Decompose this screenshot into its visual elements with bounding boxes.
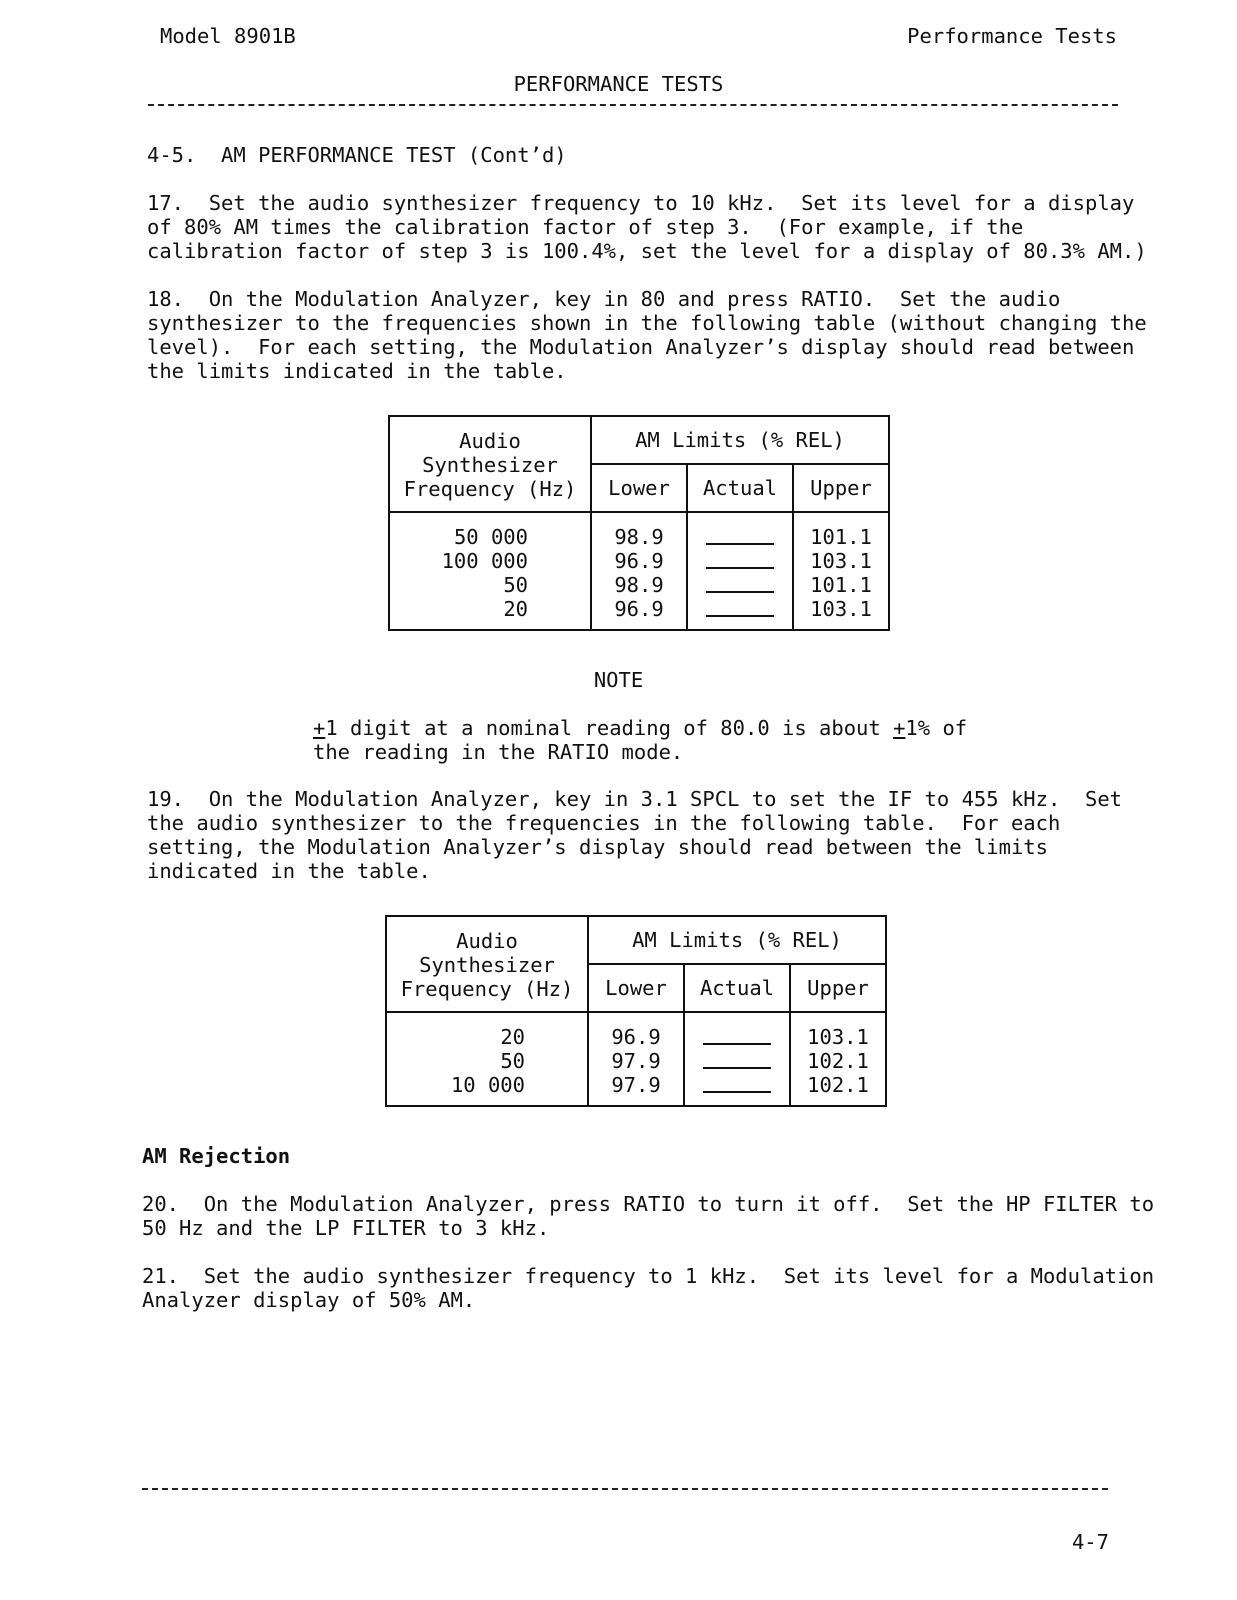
table-cell: 102.1 [807,1073,869,1097]
page-title: PERFORMANCE TESTS [513,72,724,96]
actual-header: Actual [687,464,793,512]
plus-minus-sign: + [893,716,906,740]
table-cell: 97.9 [611,1073,661,1097]
am-rejection-heading: AM Rejection [142,1144,291,1168]
table-cell: 103.1 [810,597,872,621]
bottom-divider [142,1488,1108,1490]
actual-blank [685,1073,789,1097]
upper-column [790,1012,886,1106]
upper-header: Upper [790,964,886,1012]
table-cell: 96.9 [611,1025,661,1049]
plus-minus-sign: + [313,716,326,740]
step-19-paragraph: 19. On the Modulation Analyzer, key in 3.1 SPCL to set the IF to 455 kHz. Set the audio synthesizer to the frequencies in the following table. For each setting, the Modulation Analyzer’s display should read between the limits indicated in the table. [147,787,1123,883]
table-cell: 98.9 [614,573,664,597]
lower-column [588,1012,684,1106]
am-limits-table-2 [385,915,887,1107]
table-cell: 103.1 [810,549,872,573]
step-17-paragraph: 17. Set the audio synthesizer frequency to 10 kHz. Set its level for a display of 80% AM times the calibration factor of step 3. (For example, if the calibration factor of step 3 is 100.4%, set the level for a display of 80.3% AM.) [147,191,1147,263]
section-title: 4-5. AM PERFORMANCE TEST (Cont’d) [147,143,567,167]
limits-header: AM Limits (% REL) [588,916,886,964]
am-limits-table-1 [388,415,890,631]
freq-column [386,1012,588,1106]
table-cell: 96.9 [614,549,664,573]
note-body [313,716,967,764]
step-21-paragraph: 21. Set the audio synthesizer frequency to 1 kHz. Set its level for a Modulation Analyzer display of 50% AM. [142,1264,1155,1312]
table-cell: 98.9 [614,525,664,549]
limits-header: AM Limits (% REL) [591,416,889,464]
freq-header: Audio Synthesizer Frequency (Hz) [386,916,588,1012]
actual-blank [688,525,792,549]
table-cell: 96.9 [614,597,664,621]
lower-header: Lower [588,964,684,1012]
table-cell: 97.9 [611,1049,661,1073]
table-cell: 102.1 [807,1049,869,1073]
lower-column [591,512,687,630]
top-divider [148,104,1118,106]
step-18-paragraph: 18. On the Modulation Analyzer, key in 80 and press RATIO. Set the audio synthesizer to the frequencies shown in the following table (without changing the level). For each setting, the Modulation Analyzer’s display should read between the limits indicated in the table. [147,287,1147,383]
actual-column [687,512,793,630]
actual-column [684,1012,790,1106]
step-20-paragraph: 20. On the Modulation Analyzer, press RATIO to turn it off. Set the HP FILTER to 50 Hz and the LP FILTER to 3 kHz. [142,1192,1155,1240]
table-cell: 103.1 [807,1025,869,1049]
actual-header: Actual [684,964,790,1012]
table-cell: 20 [500,1025,525,1049]
header-section: Performance Tests [907,24,1117,48]
table-cell: 20 [503,597,528,621]
page-number: 4-7 [1071,1530,1109,1554]
freq-column [389,512,591,630]
table-cell: 10 000 [450,1073,525,1097]
table-cell: 101.1 [810,573,872,597]
table-cell: 100 000 [441,549,528,573]
header-model: Model 8901B [160,24,296,48]
lower-header: Lower [591,464,687,512]
actual-blank [685,1025,789,1049]
actual-blank [688,573,792,597]
actual-blank [688,597,792,621]
upper-header: Upper [793,464,889,512]
table-cell: 50 000 [453,525,528,549]
actual-blank [688,549,792,573]
note-text: 1 digit at a nominal reading of 80.0 is about [325,716,894,740]
note-title: NOTE [593,668,644,692]
note-text: 1% of [905,716,968,740]
note-text: the reading in the RATIO mode. [313,740,684,764]
upper-column [793,512,889,630]
table-cell: 50 [503,573,528,597]
actual-blank [685,1049,789,1073]
freq-header: Audio Synthesizer Frequency (Hz) [389,416,591,512]
table-cell: 50 [500,1049,525,1073]
table-cell: 101.1 [810,525,872,549]
